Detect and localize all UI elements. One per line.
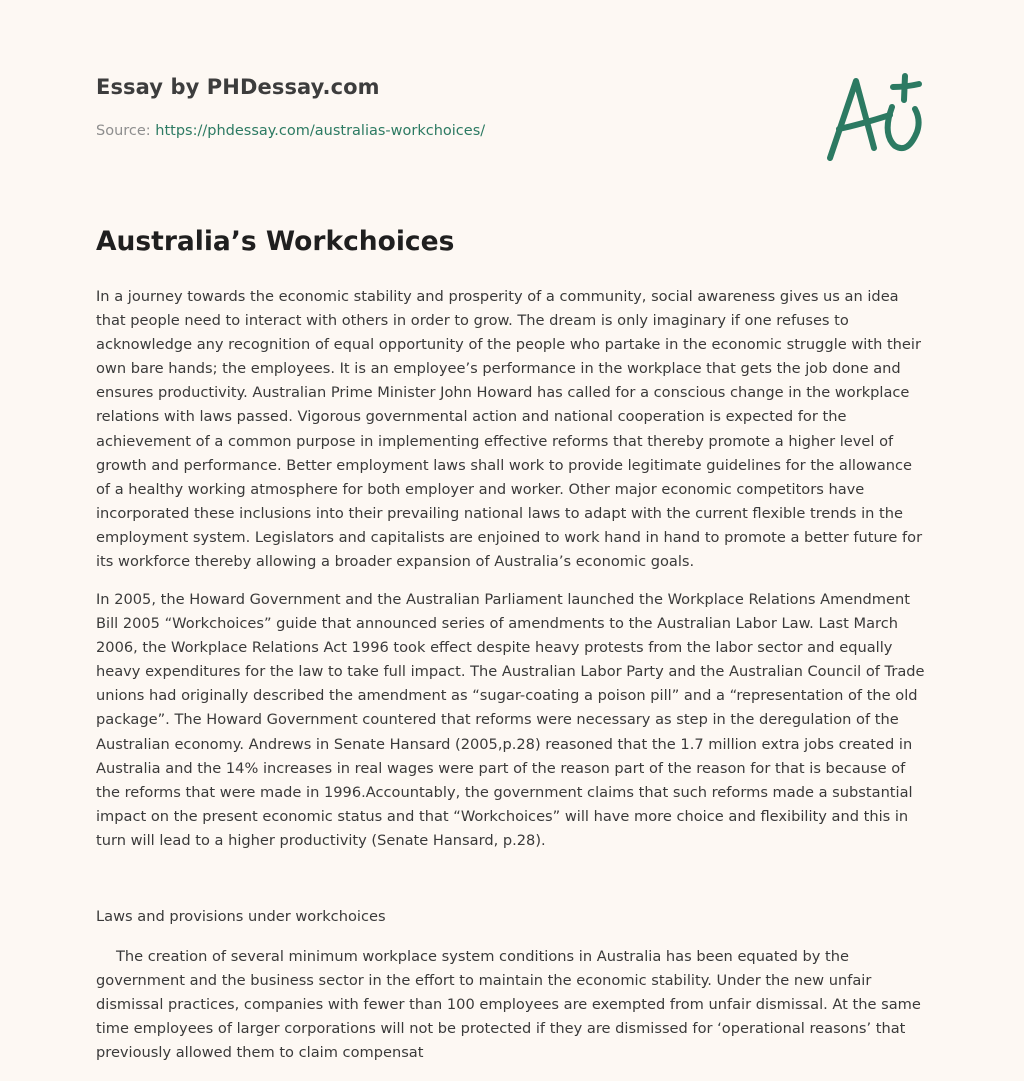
source-link[interactable]: https://phdessay.com/australias-workchoices/: [155, 123, 486, 139]
section-subheading: Laws and provisions under workchoices: [96, 908, 386, 925]
site-brand: Essay by PHDessay.com: [96, 75, 380, 99]
source-label: Source:: [96, 123, 156, 139]
source-line: [96, 123, 485, 139]
article-title: Australia’s Workchoices: [96, 226, 455, 257]
a-plus-grade-icon: [822, 68, 928, 164]
paragraph-laws: The creation of several minimum workplace system conditions in Australia has been equated by the government and the business sector in the effort to maintain the economic stability. Under the new unfair dismissal practices, companies with fewer than 100 employees are exempted from unfair dismissal. At the same time employees of larger corporations will not be protected if they are dismissed for ‘operational reasons’ that previously allowed them to claim compensat: [96, 948, 921, 1062]
paragraph-intro: In a journey towards the economic stability and prosperity of a community, social awareness gives us an idea that people need to interact with others in order to grow. The dream is only imaginary if one refuses to acknowledge any recognition of equal opportunity of the people who partake in the economic struggle with their own bare hands; the employees. It is an employee’s performance in the workplace that gets the job done and ensures productivity. Australian Prime Minister John Howard has called for a conscious change in the workplace relations with laws passed. Vigorous governmental action and national cooperation is expected for the achievement of a common purpose in implementing effective reforms that thereby promote a higher level of growth and performance. Better employment laws shall work to provide legitimate guidelines for the allowance of a healthy working atmosphere for both employer and worker. Other major economic competitors have incorporated these inclusions into their prevailing national laws to adapt with the current flexible trends in the employment system. Legislators and capitalists are enjoined to work hand in hand to promote a better future for its workforce thereby allowing a broader expansion of Australia’s economic goals.: [96, 288, 923, 571]
paragraph-history: In 2005, the Howard Government and the Australian Parliament launched the Workplace Relations Amendment Bill 2005 “Workchoices” guide that announced series of amendments to the Australian Labor Law. Last March 2006, the Workplace Relations Act 1996 took effect despite heavy protests from the labor sector and equally heavy expenditures for the law to take full impact. The Australian Labor Party and the Australian Council of Trade unions had originally described the amendment as “sugar-coating a poison pill” and a “representation of the old package”. The Howard Government countered that reforms were necessary as step in the deregulation of the Australian economy. Andrews in Senate Hansard (2005,p.28) reasoned that the 1.7 million extra jobs created in Australia and the 14% increases in real wages were part of the reason part of the reason for that is because of the reforms that were made in 1996.Accountably, the government claims that such reforms made a substantial impact on the present economic status and that “Workchoices” will have more choice and flexibility and this in turn will lead to a higher productivity (Senate Hansard, p.28).: [96, 591, 925, 849]
